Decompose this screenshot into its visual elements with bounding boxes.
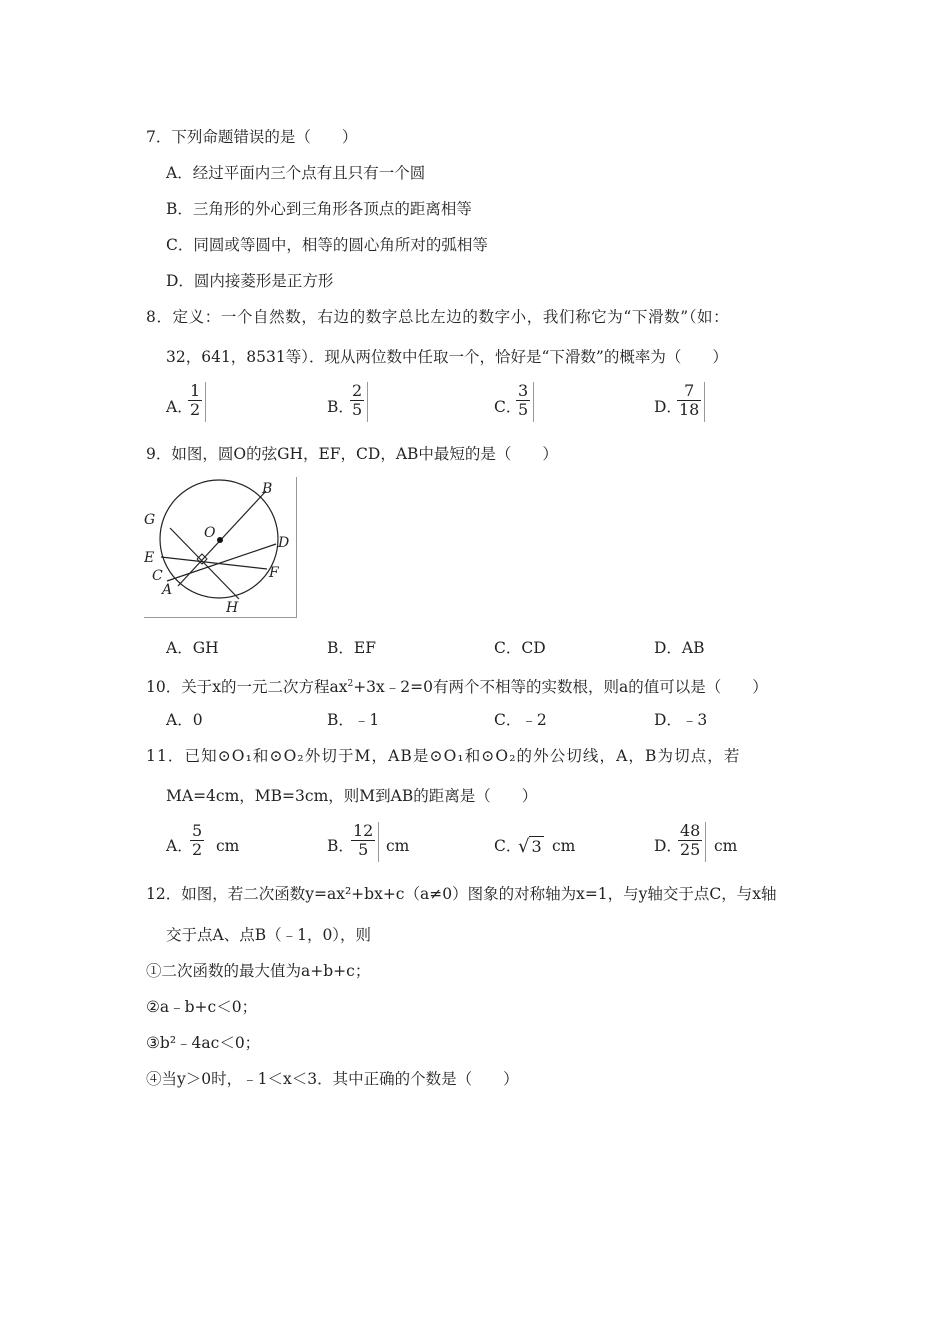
q10-stem-part-b: +3x﹣2=0有两个不相等的实数根，则a的值可以是（ ） <box>353 678 768 697</box>
fraction-numerator: 3 <box>518 381 529 400</box>
q8-option-d-label: D． <box>654 398 682 416</box>
q11-stem-line2: MA=4cm，MB=3cm，则M到AB的距离是（ ） <box>166 787 538 805</box>
label-c: C <box>152 568 163 584</box>
q9-option-c: C．CD <box>494 639 546 657</box>
fraction-denominator: 18 <box>679 400 700 419</box>
q7-option-b: B．三角形的外心到三角形各顶点的距离相等 <box>166 200 472 218</box>
q8-option-b-fraction <box>350 382 364 419</box>
q7-option-c: C．同圆或等圆中，相等的圆心角所对的弧相等 <box>166 236 488 254</box>
q10-option-c: C．﹣2 <box>494 711 547 729</box>
fraction-denominator: 5 <box>358 840 369 859</box>
q11-option-b-unit: cm <box>386 837 410 855</box>
q11-option-c-unit: cm <box>552 837 576 855</box>
label-o: O <box>204 525 216 541</box>
q11-stem-line1: 11．已知⊙O₁和⊙O₂外切于M，AB是⊙O₁和⊙O₂的外公切线，A，B为切点，若 <box>146 747 741 765</box>
q11-option-a-unit: cm <box>216 837 240 855</box>
q9-option-a: A．GH <box>166 639 219 657</box>
q11-option-a-label: A． <box>166 837 193 855</box>
q8-option-b-label: B． <box>327 398 354 416</box>
q8-option-a-label: A． <box>166 398 193 416</box>
label-a: A <box>162 582 173 598</box>
q10-stem <box>146 674 768 697</box>
label-e: E <box>144 550 155 566</box>
q12-item-1: ①二次函数的最大值为a+b+c； <box>146 962 371 980</box>
q8-option-d-fraction <box>677 382 701 419</box>
fraction-numerator: 12 <box>353 821 374 840</box>
q12-item-2: ②a﹣b+c＜0； <box>146 998 258 1016</box>
fraction-denominator: 5 <box>352 400 363 419</box>
q8-option-c-label: C． <box>494 398 522 416</box>
q11-option-c-label: C． <box>494 837 522 855</box>
fraction-numerator: 1 <box>190 381 201 400</box>
q11-option-b-label: B． <box>327 837 354 855</box>
q11-option-a-fraction <box>190 822 204 859</box>
fraction-numerator: 48 <box>680 821 701 840</box>
radicand: 3 <box>531 837 542 856</box>
q8-option-a-fraction <box>188 382 202 419</box>
q10-option-a: A．0 <box>166 711 203 729</box>
q11-option-d-label: D． <box>654 837 682 855</box>
q11-option-d-unit: cm <box>714 837 738 855</box>
q11-option-d-fraction <box>678 822 702 859</box>
q12-stem-line2: 交于点A、点B（﹣1，0），则 <box>166 926 372 944</box>
q7-option-d: D．圆内接菱形是正方形 <box>166 272 334 290</box>
q9-option-b: B．EF <box>327 639 376 657</box>
fraction-numerator: 7 <box>677 382 701 401</box>
q8-stem-line2: 32，641，8531等）．现从两位数中任取一个，恰好是“下滑数”的概率为（ ） <box>166 348 728 366</box>
q9-option-d: D．AB <box>654 639 705 657</box>
q12-item-4: ④当y＞0时，﹣1＜x＜3．其中正确的个数是（ ） <box>146 1070 519 1088</box>
chord-ef <box>161 557 267 569</box>
label-d: D <box>278 535 290 551</box>
q8-stem-line1: 8．定义：一个自然数，右边的数字总比左边的数字小，我们称它为“下滑数”（如： <box>146 308 730 326</box>
q10-stem-part-a: 10．关于x的一元二次方程ax <box>146 678 348 697</box>
fraction-numerator: 5 <box>192 821 203 840</box>
q10-stem-exponent: 2 <box>347 679 354 689</box>
label-h: H <box>226 600 239 616</box>
label-g: G <box>144 512 156 528</box>
label-b: B <box>262 481 273 497</box>
fraction-denominator: 2 <box>192 840 203 859</box>
label-f: F <box>269 565 279 581</box>
q10-option-b: B．﹣1 <box>327 711 380 729</box>
q7-stem: 7．下列命题错误的是（ ） <box>146 128 358 146</box>
q9-stem: 9．如图，圆O的弦GH，EF，CD，AB中最短的是（ ） <box>146 445 558 463</box>
chord-cd <box>167 544 276 581</box>
q12-item-3: ③b²﹣4ac＜0； <box>146 1034 261 1052</box>
fraction-denominator: 25 <box>680 840 701 859</box>
q11-option-c-radical: √ 3 <box>518 836 542 857</box>
q11-option-b-fraction <box>351 822 375 859</box>
center-point-o <box>217 537 223 543</box>
q12-stem-line1: 12．如图，若二次函数y=ax²+bx+c（a≠0）图象的对称轴为x=1，与y轴交于点C，与x轴 <box>146 885 777 903</box>
fraction-denominator: 2 <box>190 400 201 419</box>
q8-option-c-fraction <box>516 382 530 419</box>
q7-option-a: A．经过平面内三个点有且只有一个圆 <box>166 164 426 182</box>
circle-chords-figure <box>144 477 297 618</box>
q10-option-d: D．﹣3 <box>654 711 708 729</box>
fraction-denominator: 5 <box>518 400 529 419</box>
fraction-numerator: 2 <box>352 381 363 400</box>
